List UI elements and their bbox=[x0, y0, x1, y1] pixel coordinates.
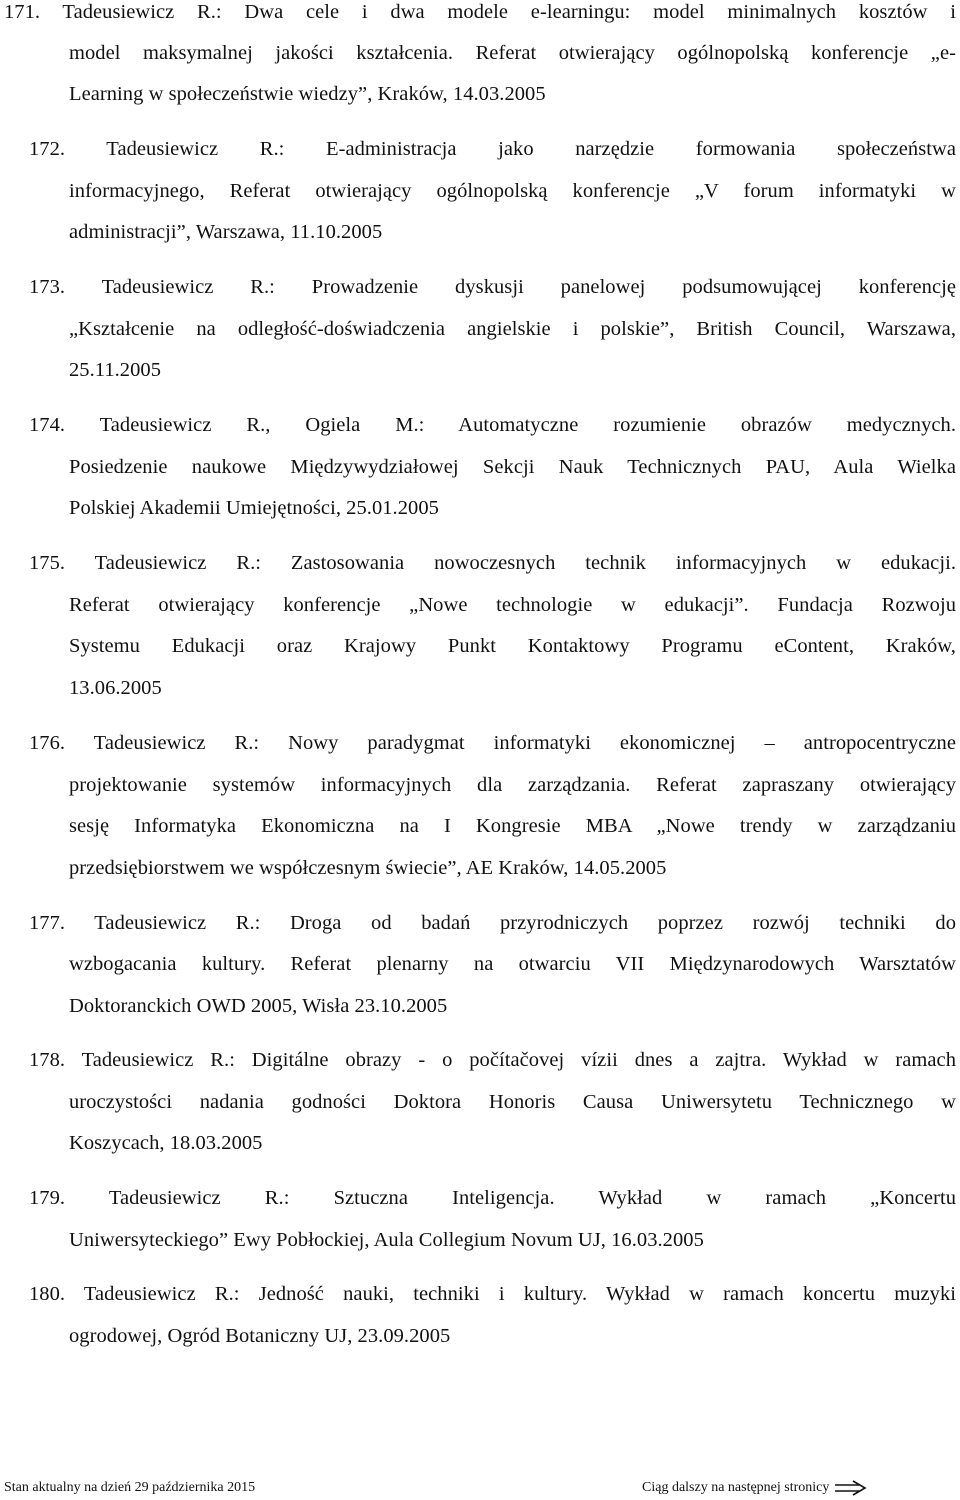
entry-line: Doktoranckich OWD 2005, Wisła 23.10.2005 bbox=[69, 995, 448, 1017]
footer-status: Stan aktualny na dzień 29 października 2015 bbox=[4, 1480, 256, 1495]
entry-line: 178. Tadeusiewicz R.: Digitálne obrazy - o počítačovej vízii dnes a zajtra. Wykład w ramach bbox=[29, 1049, 956, 1071]
entry-line: 180. Tadeusiewicz R.: Jedność nauki, techniki i kultury. Wykład w ramach koncertu muzyki bbox=[29, 1283, 956, 1305]
entry-line: ogrodowej, Ogród Botaniczny UJ, 23.09.2005 bbox=[69, 1325, 451, 1347]
entry-line: projektowanie systemów informacyjnych dla zarządzania. Referat zapraszany otwierający bbox=[69, 774, 956, 796]
entry-line: uroczystości nadania godności Doktora Honoris Causa Uniwersytetu Technicznego w bbox=[69, 1091, 956, 1113]
entry-line: 13.06.2005 bbox=[69, 677, 162, 699]
entry-line: model maksymalnej jakości kształcenia. Referat otwierający ogólnopolską konferencje „e- bbox=[69, 42, 956, 64]
entry-line: administracji”, Warszawa, 11.10.2005 bbox=[69, 221, 383, 243]
double-arrow-right-icon bbox=[833, 1480, 869, 1496]
entry-line: 173. Tadeusiewicz R.: Prowadzenie dyskusji panelowej podsumowującej konferencję bbox=[29, 276, 956, 298]
entry-line: informacyjnego, Referat otwierający ogólnopolską konferencje „V forum informatyki w bbox=[69, 180, 956, 202]
entry-line: 179. Tadeusiewicz R.: Sztuczna Inteligencja. Wykład w ramach „Koncertu bbox=[29, 1187, 956, 1209]
footer-continued-label: Ciąg dalszy na następnej stronicy bbox=[642, 1480, 830, 1495]
entry-line: przedsiębiorstwem we współczesnym świecie”, AE Kraków, 14.05.2005 bbox=[69, 857, 667, 879]
entry-line: „Kształcenie na odległość-doświadczenia angielskie i polskie”, British Council, Warszawa, bbox=[69, 318, 956, 340]
entry-line: 172. Tadeusiewicz R.: E-administracja jako narzędzie formowania społeczeństwa bbox=[29, 138, 956, 160]
entry-line: 177. Tadeusiewicz R.: Droga od badań przyrodniczych poprzez rozwój techniki do bbox=[29, 912, 956, 934]
entry-line: 25.11.2005 bbox=[69, 359, 161, 381]
entry-line: sesję Informatyka Ekonomiczna na I Kongresie MBA „Nowe trendy w zarządzaniu bbox=[69, 815, 956, 837]
entry-line: 171. Tadeusiewicz R.: Dwa cele i dwa modele e-learningu: model minimalnych kosztów i bbox=[4, 1, 956, 23]
entry-line: wzbogacania kultury. Referat plenarny na otwarciu VII Międzynarodowych Warsztatów bbox=[69, 953, 956, 975]
entry-line: Referat otwierający konferencje „Nowe technologie w edukacji”. Fundacja Rozwoju bbox=[69, 594, 956, 616]
entry-line: Koszycach, 18.03.2005 bbox=[69, 1132, 263, 1154]
entry-line: 175. Tadeusiewicz R.: Zastosowania nowoczesnych technik informacyjnych w edukacji. bbox=[29, 552, 956, 574]
entry-line: Learning w społeczeństwie wiedzy”, Kraków, 14.03.2005 bbox=[69, 83, 546, 105]
entry-line: 176. Tadeusiewicz R.: Nowy paradygmat informatyki ekonomicznej – antropocentryczne bbox=[29, 732, 956, 754]
entry-line: Posiedzenie naukowe Międzywydziałowej Sekcji Nauk Technicznych PAU, Aula Wielka bbox=[69, 456, 956, 478]
entry-line: Systemu Edukacji oraz Krajowy Punkt Kontaktowy Programu eContent, Kraków, bbox=[69, 635, 956, 657]
entry-line: 174. Tadeusiewicz R., Ogiela M.: Automatyczne rozumienie obrazów medycznych. bbox=[29, 414, 956, 436]
entry-line: Uniwersyteckiego” Ewy Pobłockiej, Aula Collegium Novum UJ, 16.03.2005 bbox=[69, 1229, 704, 1251]
entry-line: Polskiej Akademii Umiejętności, 25.01.2005 bbox=[69, 497, 439, 519]
footer-continued bbox=[642, 1479, 869, 1497]
